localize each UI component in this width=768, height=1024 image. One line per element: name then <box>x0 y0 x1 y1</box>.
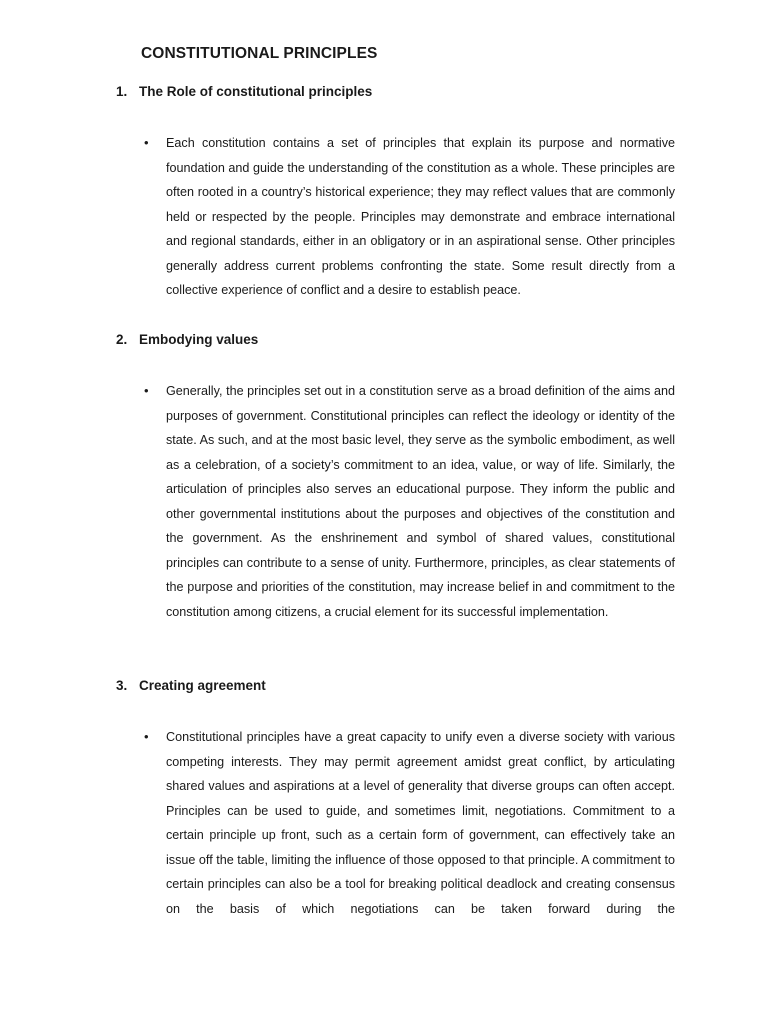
bullet-item-1 <box>144 131 675 303</box>
section-heading-2 <box>116 332 258 347</box>
section-title-1: The Role of constitutional principles <box>139 84 373 99</box>
bullet-icon: • <box>144 135 149 150</box>
section-heading-1 <box>116 84 372 99</box>
bullet-icon: • <box>144 383 149 398</box>
bullet-icon: • <box>144 729 149 744</box>
section-heading-3 <box>116 678 266 693</box>
section-paragraph-2: Generally, the principles set out in a constitution serve as a broad definition of the aims and purposes of government. Constitutional principles can reflect the ideology or identity of the state. As such, and at the most basic level, they serve as the symbolic embodiment, as well as a celebration, of a society’s commitment to an idea, value, or way of life. Similarly, the articulation of principles also serves an educational purpose. They inform the public and other governmental institutions about the purposes and objectives of the constitution and the government. As the enshrinement and symbol of shared values, constitutional principles can contribute to a sense of unity. Furthermore, principles, as clear statements of the purpose and priorities of the constitution, may increase belief in and commitment to the constitution among citizens, a crucial element for its successful implementation. <box>166 384 675 619</box>
bullet-item-3 <box>144 725 675 921</box>
section-title-3: Creating agreement <box>139 678 266 693</box>
document-title: CONSTITUTIONAL PRINCIPLES <box>141 45 378 62</box>
section-paragraph-1: Each constitution contains a set of principles that explain its purpose and normative foundation and guide the understanding of the constitution as a whole. These principles are often rooted in a country’s historical experience; they may reflect values that are commonly held or respected by the people. Principles may demonstrate and embrace international and regional standards, either in an obligatory or in an aspirational sense. Other principles generally address current problems confronting the state. Some result directly from a collective experience of conflict and a desire to establish peace. <box>166 136 675 297</box>
section-number-3: 3. <box>116 678 128 693</box>
section-paragraph-3: Constitutional principles have a great capacity to unify even a diverse society with various competing interests. They may permit agreement amidst great conflict, by articulating shared values and aspirations at a level of generality that diverse groups can often accept. Principles can be used to guide, and sometimes limit, negotiations. Commitment to a certain principle up front, such as a certain form of government, can effectively take an issue off the table, limiting the influence of those opposed to that principle. A commitment to certain principles can also be a tool for breaking political deadlock and creating consensus on the basis of which negotiations can be taken forward during the <box>166 730 675 916</box>
section-title-2: Embodying values <box>139 332 259 347</box>
bullet-item-2 <box>144 379 675 624</box>
section-number-1: 1. <box>116 84 128 99</box>
section-number-2: 2. <box>116 332 128 347</box>
